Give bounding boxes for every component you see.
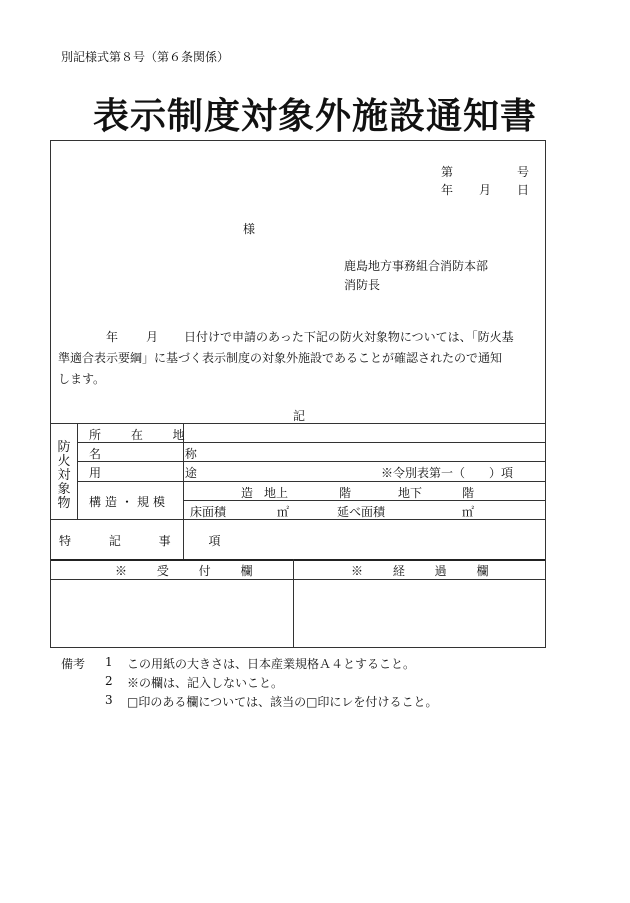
note-2-number: 2: [105, 674, 113, 688]
date-month: 月: [479, 183, 492, 197]
body-line2: 準適合表示要綱」に基づく表示制度の対象外施設であることが確認されたので通知: [58, 351, 503, 365]
document-title: 表示制度対象外施設通知書: [92, 96, 537, 137]
name-label: 名 称: [89, 447, 237, 461]
note-1-number: 1: [105, 655, 113, 669]
body-line1: 日付けで申請のあった下記の防火対象物については、「防火基: [184, 330, 514, 344]
structure-zou: 造: [241, 486, 254, 500]
structure-below: 地下: [398, 486, 423, 500]
sender-organization: 鹿島地方事務組合消防本部: [344, 259, 489, 273]
object-group-label: 防火対象物: [57, 440, 71, 511]
structure-floors-above: 階: [339, 486, 352, 500]
note-3-text: □印のある欄については、該当の□印にレを付けること。: [127, 695, 438, 709]
addressee-suffix: 様: [243, 222, 256, 236]
use-label: 用 途: [89, 466, 237, 480]
receipt-label: ※ 受 付 欄: [115, 564, 266, 578]
form-label: 別記様式第８号（第６条関係）: [61, 50, 230, 64]
floor-area-unit: ㎡: [277, 505, 290, 519]
structure-label: 構造・規模: [89, 495, 170, 509]
use-note: ※令別表第一（ ）項: [381, 466, 514, 480]
note-1-text: この用紙の大きさは、日本産業規格Ａ４とすること。: [127, 657, 416, 671]
progress-label: ※ 経 過 欄: [351, 564, 502, 578]
notes-heading: 備考: [61, 657, 86, 671]
floor-area-label: 床面積: [190, 505, 227, 519]
sender-position: 消防長: [344, 278, 381, 292]
number-prefix: 第: [441, 165, 454, 179]
location-label: 所 在 地: [89, 428, 198, 442]
total-area-unit: ㎡: [462, 505, 475, 519]
note-3-number: 3: [105, 693, 113, 707]
date-year: 年: [441, 183, 454, 197]
ki-label: 記: [293, 409, 306, 423]
note-2-text: ※の欄は、記入しないこと。: [127, 676, 284, 690]
number-suffix: 号: [517, 165, 530, 179]
body-year: 年: [106, 330, 119, 344]
total-area-label: 延べ面積: [337, 505, 386, 519]
structure-above: 地上: [264, 486, 289, 500]
special-notes-label: 特 記 事 項: [59, 534, 238, 548]
form-box: [50, 140, 546, 648]
body-line3: します。: [58, 372, 106, 386]
body-month: 月: [146, 330, 159, 344]
date-day: 日: [517, 183, 530, 197]
structure-floors-below: 階: [462, 486, 475, 500]
